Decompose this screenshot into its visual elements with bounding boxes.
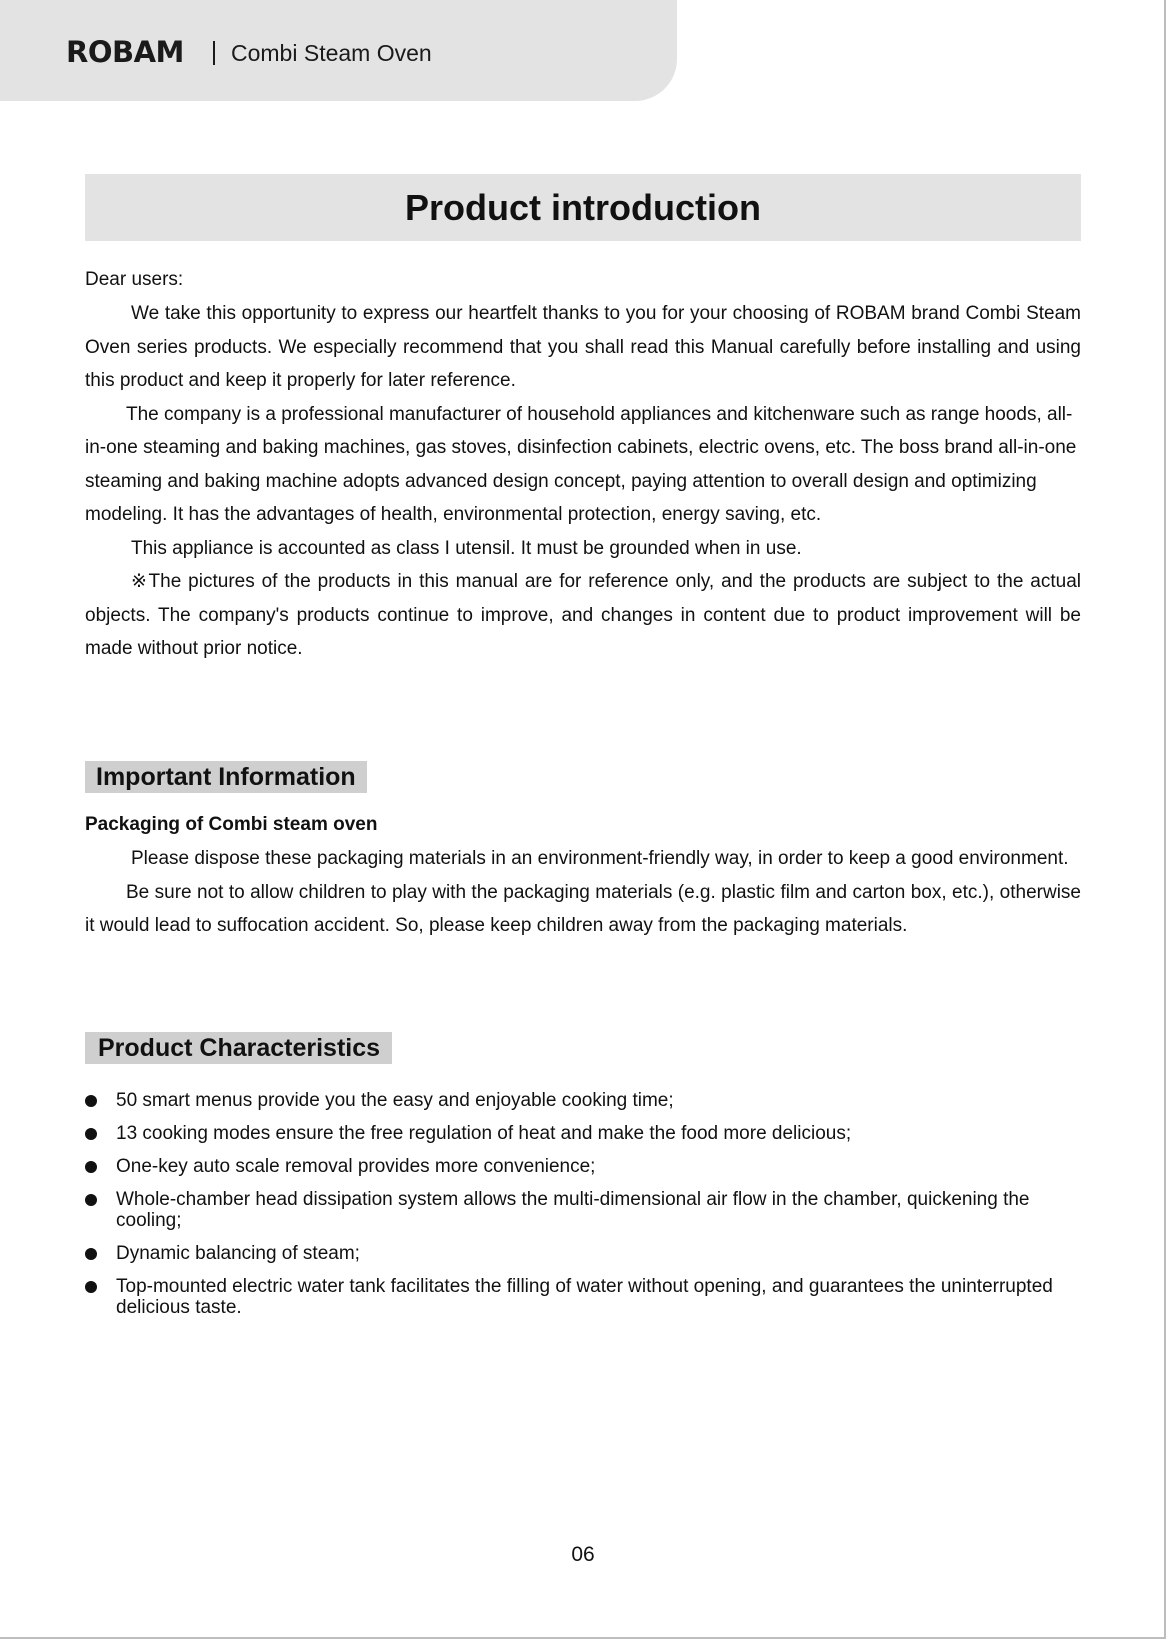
page-title-bar <box>85 174 1081 241</box>
list-item: Top-mounted electric water tank facilitates the filling of water without opening, and guarantees the uninterrupted delicious taste. <box>85 1276 1075 1318</box>
intro-paragraph: We take this opportunity to express our heartfelt thanks to you for your choosing of ROBAM brand Combi Steam Oven series products. We especially recommend that you shall read this Manual carefully before installing and using this product and keep it properly for later reference. <box>85 303 1081 391</box>
packaging-paragraph: Be sure not to allow children to play with the packaging materials (e.g. plastic film and carton box, etc.), otherwise it would lead to suffocation accident. So, please keep children away from the packaging materials. <box>85 881 1081 936</box>
header-tab <box>0 0 677 101</box>
bullet-icon <box>85 1095 97 1107</box>
product-name: Combi Steam Oven <box>231 40 432 66</box>
packaging-body <box>85 842 1081 943</box>
list-item: 13 cooking modes ensure the free regulation of heat and make the food more delicious; <box>85 1123 1075 1144</box>
intro-paragraph: This appliance is accounted as class I utensil. It must be grounded when in use. <box>131 537 802 559</box>
page-number: 06 <box>571 1543 595 1566</box>
bullet-icon <box>85 1281 97 1293</box>
bullet-icon <box>85 1161 97 1173</box>
intro-body <box>85 297 1081 666</box>
page-title: Product introduction <box>405 186 761 228</box>
bullet-icon <box>85 1194 97 1206</box>
salutation: Dear users: <box>85 269 184 290</box>
list-item: 50 smart menus provide you the easy and enjoyable cooking time; <box>85 1090 1075 1111</box>
header-divider <box>213 41 215 65</box>
bullet-icon <box>85 1248 97 1260</box>
product-characteristics-heading: Product Characteristics <box>85 1032 392 1064</box>
bullet-icon <box>85 1128 97 1140</box>
characteristics-list <box>85 1090 1075 1330</box>
packaging-paragraph: Please dispose these packaging materials in an environment-friendly way, in order to keep a good environment. <box>131 848 1069 869</box>
brand-logo: ROBAM <box>66 35 184 69</box>
list-item: One-key auto scale removal provides more convenience; <box>85 1156 1075 1177</box>
list-item: Dynamic balancing of steam; <box>85 1243 1075 1264</box>
important-information-heading: Important Information <box>85 761 367 793</box>
packaging-subheading: Packaging of Combi steam oven <box>85 814 378 835</box>
list-item: Whole-chamber head dissipation system allows the multi-dimensional air flow in the chamber, quickening the cooling; <box>85 1189 1075 1231</box>
intro-paragraph: ※The pictures of the products in this manual are for reference only, and the products are subject to the actual objects. The company's products continue to improve, and changes in content due to product improvement will be made without prior notice. <box>85 571 1081 659</box>
intro-paragraph: The company is a professional manufacturer of household appliances and kitchenware such as range hoods, all-in-one steaming and baking machines, gas stoves, disinfection cabinets, electric ovens, etc. The boss brand all-in-one steaming and baking machine adopts advanced design concept, paying attention to overall design and optimizing modeling. It has the advantages of health, environmental protection, energy saving, etc. <box>85 403 1077 525</box>
